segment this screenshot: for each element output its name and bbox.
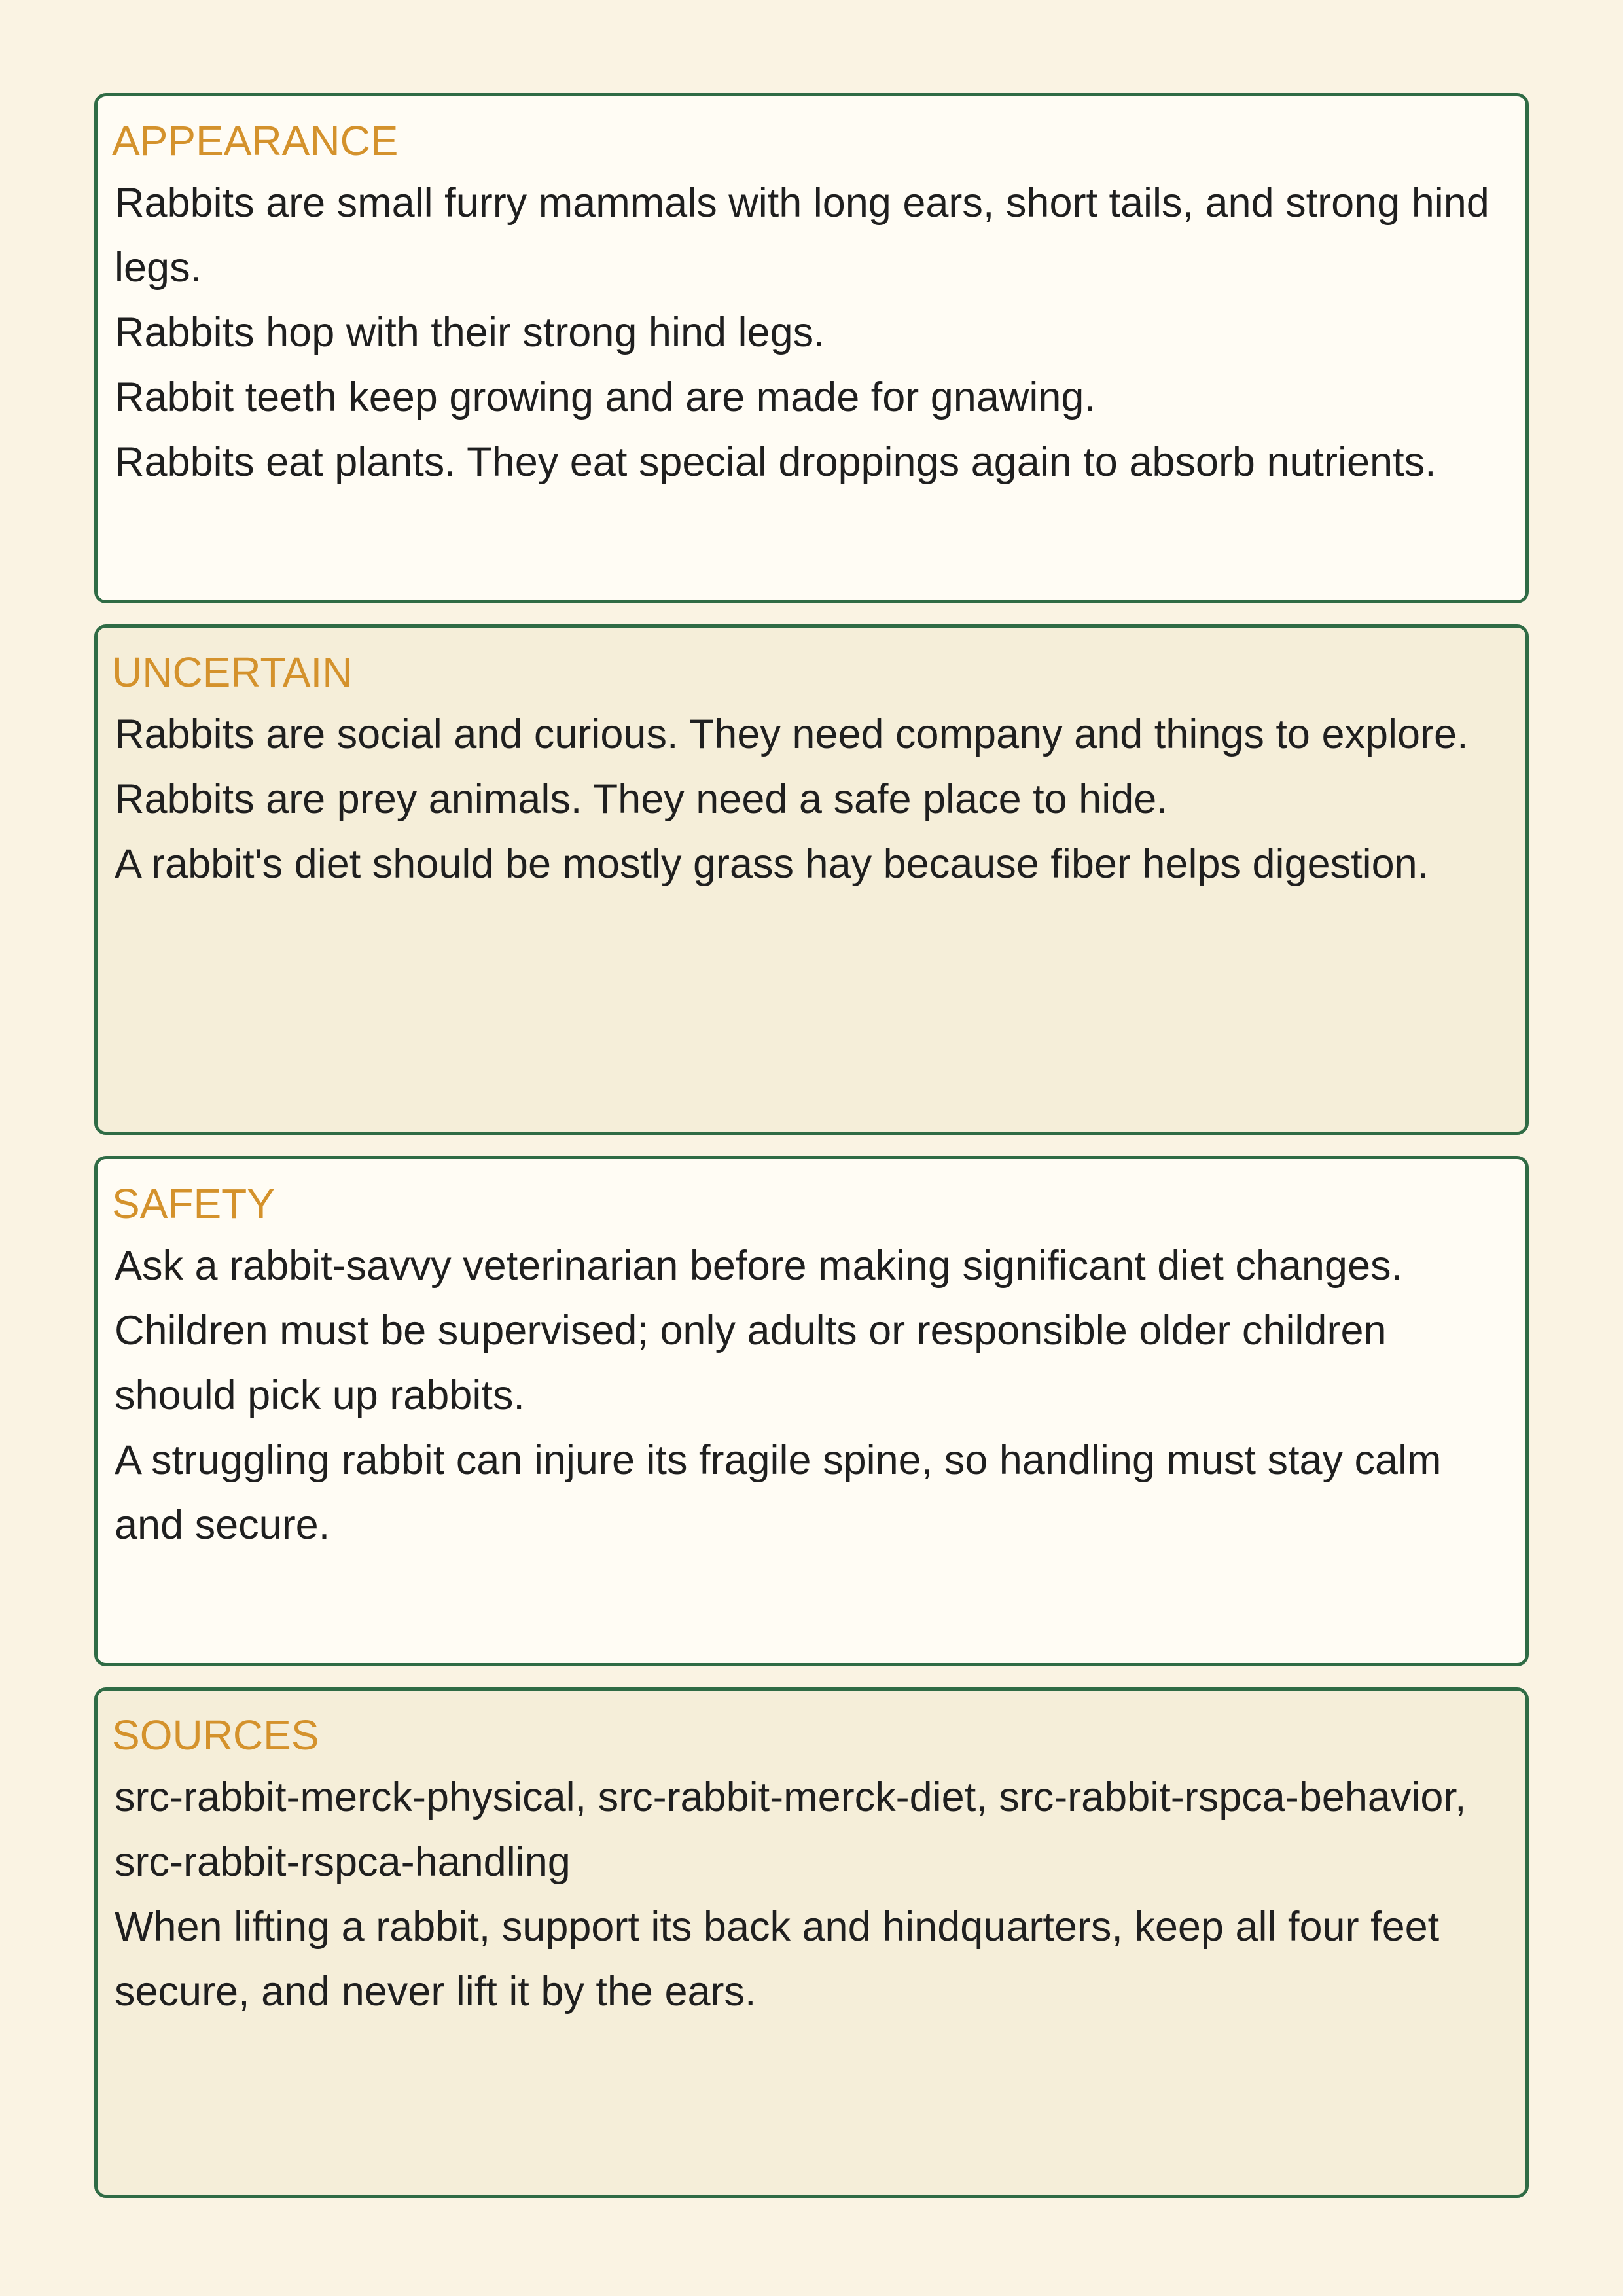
appearance-body	[112, 171, 1491, 495]
sources-body	[112, 1765, 1491, 2024]
uncertain-line: A rabbit's diet should be mostly grass hay because fiber helps digestion.	[115, 841, 1429, 887]
sources-line: When lifting a rabbit, support its back and hindquarters, keep all four feet secure, and never lift it by the ears.	[115, 1904, 1440, 2015]
appearance-line: Rabbits eat plants. They eat special droppings again to absorb nutrients.	[115, 439, 1436, 485]
sources-list: src-rabbit-merck-physical, src-rabbit-merck-diet, src-rabbit-rspca-behavior, src-rabbit-rspca-handling	[115, 1774, 1467, 1885]
uncertain-card	[94, 624, 1529, 1135]
safety-card	[94, 1156, 1529, 1666]
appearance-line: Rabbit teeth keep growing and are made for gnawing.	[115, 374, 1096, 420]
sources-card	[94, 1687, 1529, 2198]
uncertain-body	[112, 702, 1491, 897]
safety-body	[112, 1234, 1491, 1558]
sources-heading: SOURCES	[112, 1712, 319, 1759]
appearance-card	[94, 93, 1529, 603]
safety-line: Children must be supervised; only adults or responsible older children should pick up rabbits.	[115, 1308, 1387, 1418]
appearance-line: Rabbits are small furry mammals with long ears, short tails, and strong hind legs.	[115, 180, 1489, 291]
safety-line: A struggling rabbit can injure its fragile spine, so handling must stay calm and secure.	[115, 1437, 1442, 1548]
uncertain-line: Rabbits are social and curious. They need company and things to explore.	[115, 711, 1469, 757]
uncertain-heading: UNCERTAIN	[112, 649, 353, 696]
uncertain-line: Rabbits are prey animals. They need a safe place to hide.	[115, 776, 1168, 822]
safety-heading: SAFETY	[112, 1180, 275, 1227]
safety-line: Ask a rabbit-savvy veterinarian before making significant diet changes.	[115, 1243, 1403, 1289]
appearance-heading: APPEARANCE	[112, 117, 399, 164]
appearance-line: Rabbits hop with their strong hind legs.	[115, 310, 825, 355]
